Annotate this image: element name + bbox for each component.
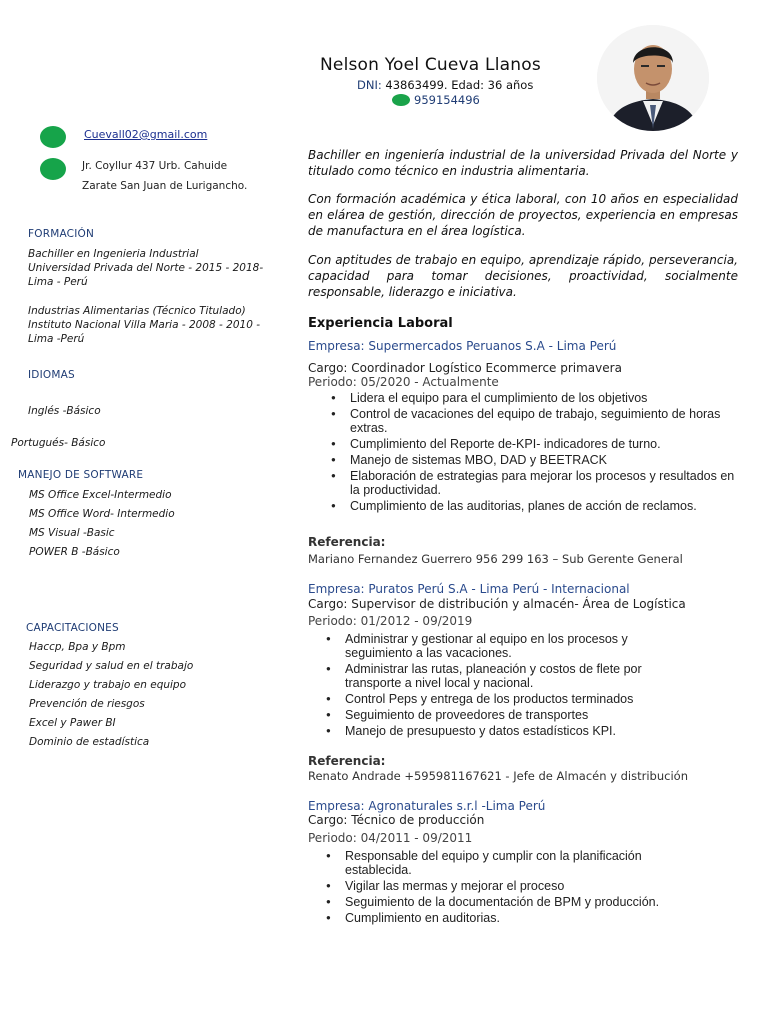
responsibility-item: ● Administrar las rutas, planeación y costos de flete por transporte a nivel local y nacional. [345,662,675,690]
phone-line [392,93,480,107]
address-line-1: Jr. Coyllur 437 Urb. Cahuide [82,160,228,172]
summary-paragraph-1: Bachiller en ingeniería industrial de la universidad Privada del Norte y titulado como técnico en industria alimentaria. [308,148,738,178]
training-item: Seguridad y salud en el trabajo [29,660,194,672]
profile-photo [597,25,709,131]
responsibility-item: ● Control de vacaciones del equipo de trabajo, seguimiento de horas extras. [350,407,742,435]
responsibility-item: ● Responsable del equipo y cumplir con la planificación establecida. [345,849,675,877]
software-list [29,489,175,565]
software-item: MS Visual -Basic [29,527,115,539]
phone-icon [392,94,410,106]
dni-age [357,78,533,92]
section-title-idiomas: IDIOMAS [28,369,75,381]
job-period: Periodo: 05/2020 - Actualmente [308,375,499,389]
section-title-software: MANEJO DE SOFTWARE [18,469,144,481]
job-responsibilities [350,391,742,515]
language-item: Inglés -Básico [28,405,101,417]
reference-text: Renato Andrade +595981167621 - Jefe de Almacén y distribución [308,769,688,783]
job-responsibilities [345,849,675,927]
training-item: Dominio de estadística [29,736,150,748]
reference-label: Referencia: [308,754,386,768]
language-item: Portugués- Básico [11,437,106,449]
responsibility-item: ● Cumplimiento en auditorias. [345,911,675,925]
responsibility-item: ● Manejo de presupuesto y datos estadísticos KPI. [345,724,675,738]
section-title-capacitaciones: CAPACITACIONES [26,622,119,634]
job-period: Periodo: 04/2011 - 09/2011 [308,831,473,845]
education-entry-1 [28,247,263,289]
address-line-2: Zarate San Juan de Lurigancho. [82,180,248,192]
dni-label: DNI: [357,78,382,92]
responsibility-item: ● Manejo de sistemas MBO, DAD y BEETRACK [350,453,742,467]
responsibility-item: ● Seguimiento de proveedores de transportes [345,708,675,722]
reference-text: Mariano Fernandez Guerrero 956 299 163 – Sub Gerente General [308,552,683,566]
education-line: Instituto Nacional Villa Maria - 2008 - 2010 - [28,319,261,331]
job-title: Cargo: Coordinador Logístico Ecommerce primavera [308,361,622,375]
education-line: Lima -Perú [28,333,85,345]
candidate-name: Nelson Yoel Cueva Llanos [320,55,541,75]
responsibility-item: ● Cumplimiento de las auditorias, planes de acción de reclamos. [350,499,742,513]
training-item: Liderazgo y trabajo en equipo [29,679,187,691]
job-company: Empresa: Supermercados Peruanos S.A - Lima Perú [308,339,617,353]
responsibility-item: ● Elaboración de estrategias para mejorar los procesos y resultados en la productividad. [350,469,742,497]
job-title: Cargo: Técnico de producción [308,813,485,827]
responsibility-item: ● Lidera el equipo para el cumplimiento de los objetivos [350,391,742,405]
training-item: Haccp, Bpa y Bpm [29,641,126,653]
summary-paragraph-3: Con aptitudes de trabajo en equipo, aprendizaje rápido, perseverancia, capacidad para tomar decisiones, proactividad, socialmente responsable, liderazgo e iniciativa. [308,253,738,299]
training-item: Prevención de riesgos [29,698,145,710]
education-line: Bachiller en Ingenieria Industrial [28,248,199,260]
address [82,156,247,196]
software-item: MS Office Excel-Intermedio [29,489,172,501]
location-icon [40,158,66,180]
section-title-formacion: FORMACIÓN [28,228,95,240]
job-company: Empresa: Puratos Perú S.A - Lima Perú - Internacional [308,582,630,596]
responsibility-item: ● Cumplimiento del Reporte de-KPI- indicadores de turno. [350,437,742,451]
software-item: MS Office Word- Intermedio [29,508,175,520]
section-title-experience: Experiencia Laboral [308,316,453,331]
education-line: Industrias Alimentarias (Técnico Titulado) [28,305,246,317]
responsibility-item: ● Administrar y gestionar al equipo en los procesos y seguimiento a las vacaciones. [345,632,675,660]
education-entry-2 [28,304,260,346]
phone-number: 959154496 [414,93,480,107]
education-line: Universidad Privada del Norte - 2015 - 2018- [28,262,264,274]
software-item: POWER B -Básico [29,546,120,558]
responsibility-item: ● Vigilar las mermas y mejorar el proceso [345,879,675,893]
education-line: Lima - Perú [28,276,88,288]
responsibility-item: ● Control Peps y entrega de los productos terminados [345,692,675,706]
job-responsibilities [345,632,675,740]
reference-label: Referencia: [308,535,386,549]
email-icon [40,126,66,148]
training-list [29,641,193,755]
email-link[interactable]: Cuevall02@gmail.com [84,128,208,141]
job-title: Cargo: Supervisor de distribución y almacén- Área de Logística [308,597,686,611]
summary-paragraph-2: Con formación académica y ética laboral, con 10 años en especialidad en elárea de gestión, dirección de proyectos, experiencia en empresas de manufactura en el área logística. [308,192,738,238]
responsibility-item: ● Seguimiento de la documentación de BPM y producción. [345,895,675,909]
training-item: Excel y Pawer BI [29,717,116,729]
job-period: Periodo: 01/2012 - 09/2019 [308,614,473,628]
dni-value: 43863499. Edad: 36 años [381,78,534,92]
job-company: Empresa: Agronaturales s.r.l -Lima Perú [308,799,546,813]
